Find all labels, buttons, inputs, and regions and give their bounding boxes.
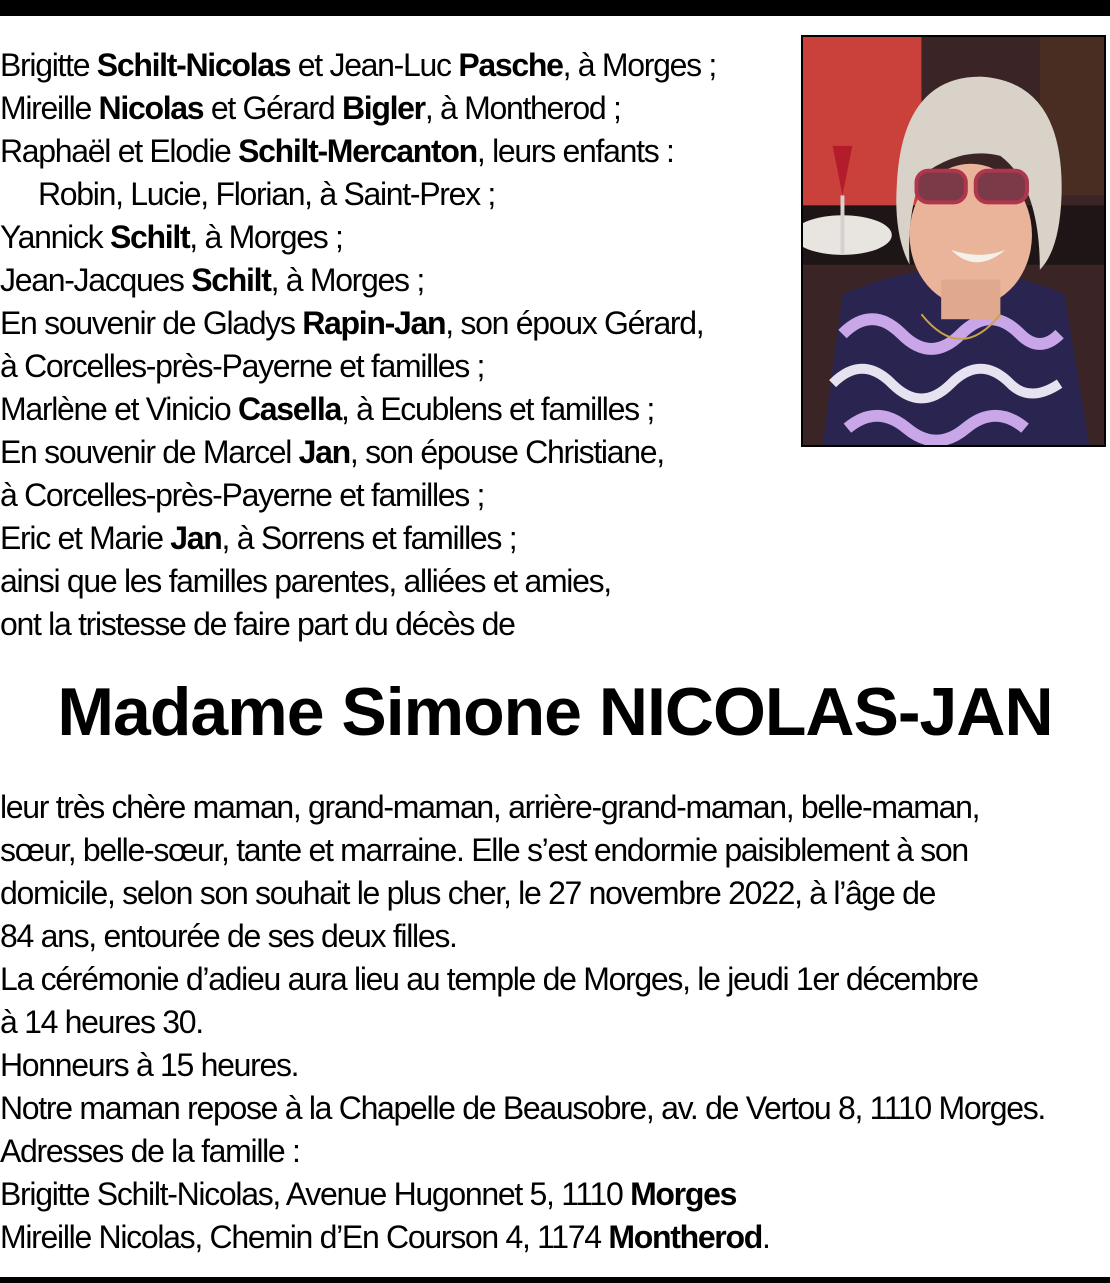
body-line bbox=[0, 829, 1110, 872]
body-line bbox=[0, 1216, 1110, 1259]
text-run: à Corcelles-près-Payerne et familles ; bbox=[0, 348, 485, 384]
body-line bbox=[0, 1173, 1110, 1216]
text-run: Honneurs à 15 heures. bbox=[0, 1047, 299, 1083]
body-line bbox=[0, 1044, 1110, 1087]
mourners-line bbox=[0, 560, 790, 603]
body-line bbox=[0, 958, 1110, 1001]
bold-name: Morges bbox=[630, 1176, 737, 1212]
text-run: Marlène et Vinicio bbox=[0, 391, 238, 427]
mourners-line bbox=[0, 517, 790, 560]
mourners-line bbox=[0, 44, 790, 87]
text-run: Eric et Marie bbox=[0, 520, 171, 556]
text-run: , leurs enfants : bbox=[476, 133, 674, 169]
body-line bbox=[0, 1130, 1110, 1173]
text-run: , son époux Gérard, bbox=[445, 305, 704, 341]
portrait-image bbox=[803, 37, 1104, 445]
body-line bbox=[0, 915, 1110, 958]
mourners-list bbox=[0, 44, 790, 646]
mourners-line bbox=[0, 302, 790, 345]
text-run: Adresses de la famille : bbox=[0, 1133, 300, 1169]
bold-name: Bigler bbox=[341, 90, 425, 126]
text-run: Yannick bbox=[0, 219, 110, 255]
text-run: , son épouse Christiane, bbox=[349, 434, 664, 470]
text-run: , à Ecublens et familles ; bbox=[340, 391, 654, 427]
announcement-body bbox=[0, 786, 1110, 1259]
text-run: Jean-Jacques bbox=[0, 262, 192, 298]
text-run: Mireille bbox=[0, 90, 99, 126]
text-run: , à Morges ; bbox=[189, 219, 343, 255]
text-run: , à Montherod ; bbox=[424, 90, 621, 126]
text-run: sœur, belle-sœur, tante et marraine. Elle s’est endormie paisiblement à son bbox=[0, 832, 968, 868]
text-run: Mireille Nicolas, Chemin d’En Courson 4, 1174 bbox=[0, 1219, 609, 1255]
text-run: ainsi que les familles parentes, alliées et amies, bbox=[0, 563, 611, 599]
text-run: ont la tristesse de faire part du décès de bbox=[0, 606, 515, 642]
mourners-line bbox=[0, 603, 790, 646]
text-run: La cérémonie d’adieu aura lieu au temple de Morges, le jeudi 1er décembre bbox=[0, 961, 978, 997]
text-run: et Jean-Luc bbox=[290, 47, 459, 83]
text-run: 84 ans, entourée de ses deux filles. bbox=[0, 918, 457, 954]
bold-name: Rapin-Jan bbox=[302, 305, 446, 341]
mourners-line bbox=[0, 388, 790, 431]
body-line bbox=[0, 872, 1110, 915]
mourners-line bbox=[0, 87, 790, 130]
text-run: et Gérard bbox=[203, 90, 342, 126]
bold-name: Nicolas bbox=[98, 90, 204, 126]
text-run: , à Sorrens et familles ; bbox=[221, 520, 517, 556]
bold-name: Jan bbox=[170, 520, 222, 556]
mourners-line bbox=[0, 130, 790, 173]
text-run: . bbox=[761, 1219, 770, 1255]
text-run: En souvenir de Marcel bbox=[0, 434, 299, 470]
text-run: leur très chère maman, grand-maman, arrière-grand-maman, belle-maman, bbox=[0, 789, 980, 825]
text-run: Brigitte bbox=[0, 47, 97, 83]
bold-name: Schilt bbox=[109, 219, 190, 255]
body-line bbox=[0, 1087, 1110, 1130]
bold-name: Jan bbox=[298, 434, 350, 470]
bold-name: Schilt-Mercanton bbox=[238, 133, 477, 169]
bottom-rule bbox=[0, 1277, 1110, 1283]
text-run: Brigitte Schilt-Nicolas, Avenue Hugonnet 5, 1110 bbox=[0, 1176, 631, 1212]
mourners-line bbox=[0, 431, 790, 474]
text-run: à Corcelles-près-Payerne et familles ; bbox=[0, 477, 485, 513]
text-run: , à Morges ; bbox=[562, 47, 716, 83]
bold-name: Casella bbox=[237, 391, 341, 427]
body-line bbox=[0, 786, 1110, 829]
bold-name: Schilt bbox=[191, 262, 271, 298]
text-run: domicile, selon son souhait le plus cher, le 27 novembre 2022, à l’âge de bbox=[0, 875, 936, 911]
mourners-line bbox=[0, 474, 790, 517]
text-run: Raphaël et Elodie bbox=[0, 133, 239, 169]
deceased-name-headline: Madame Simone NICOLAS-JAN bbox=[57, 674, 1053, 750]
text-run: , à Morges ; bbox=[270, 262, 424, 298]
text-run: Robin, Lucie, Florian, à Saint-Prex ; bbox=[38, 176, 496, 212]
bold-name: Pasche bbox=[458, 47, 563, 83]
mourners-line bbox=[0, 259, 790, 302]
bold-name: Montherod bbox=[608, 1219, 762, 1255]
body-line bbox=[0, 1001, 1110, 1044]
portrait-photo bbox=[801, 35, 1106, 447]
bold-name: Schilt-Nicolas bbox=[96, 47, 291, 83]
mourners-line bbox=[0, 345, 790, 388]
mourners-line bbox=[0, 216, 790, 259]
top-rule bbox=[0, 0, 1110, 16]
mourners-line bbox=[0, 173, 790, 216]
text-run: à 14 heures 30. bbox=[0, 1004, 203, 1040]
text-run: Notre maman repose à la Chapelle de Beausobre, av. de Vertou 8, 1110 Morges. bbox=[0, 1090, 1045, 1126]
text-run: En souvenir de Gladys bbox=[0, 305, 303, 341]
